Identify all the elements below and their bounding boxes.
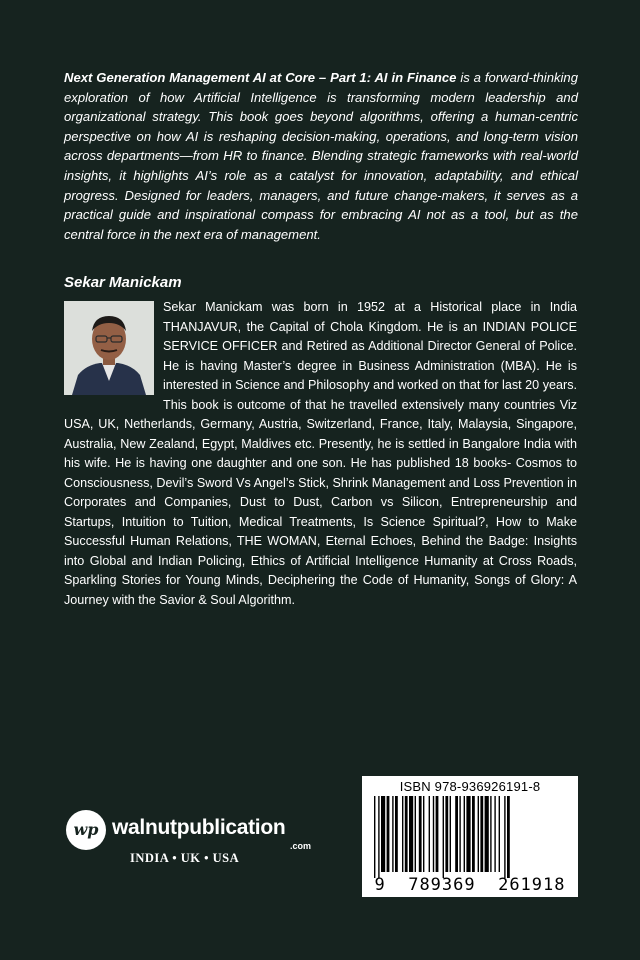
barcode-bar [507,796,510,878]
barcode-bar [490,796,491,872]
isbn-barcode [362,776,578,897]
barcode-bar [405,796,408,872]
barcode-bars [370,796,570,878]
barcode-bar [480,796,483,872]
barcode-bar [499,796,500,872]
barcode-bar [387,796,390,872]
publisher-domain: .com [290,841,312,851]
barcode-bar [466,796,470,872]
barcode-digits: 9 789369 261918 [374,875,566,895]
book-blurb [64,68,578,244]
barcode-bar [436,796,439,872]
isbn-label: ISBN 978-936926191-8 [399,779,541,794]
barcode-bar [409,796,413,872]
publisher-name: walnutpublication [112,816,286,839]
barcode-bar [464,796,465,872]
barcode-bar [472,796,475,872]
walnut-logo-icon: wp [66,810,106,850]
author-photo [64,301,154,395]
author-bio-section [64,298,577,610]
barcode-bar [433,796,434,872]
barcode-bar [381,796,385,872]
barcode-bar [395,796,398,872]
barcode-bar [459,796,460,872]
author-name: Sekar Manickam [64,274,182,291]
author-bio-text: Sekar Manickam was born in 1952 at a Historical place in India THANJAVUR, the Capital of Chola Kingdom. He is an INDIAN POLICE SERVICE OFFICER and Retired as Additional Director General of Police. He is having Master’s degree in Business Administration (MBA). He is interested in Science and Philosophy and worked on that for last 20 years. This book is outcome of that he travelled extensively many countries Viz USA, UK, Netherlands, Germany, Austria, Switzerland, France, Italy, Malaysia, Singapore, Australia, New Zealand, Egypt, Maldives etc. Presently, he is settled in Bangalore India with his wife. He is having one daughter and one son. He has published 18 books- Cosmos to Consciousness, Devil’s Sword Vs Angel’s Stick, Shrink Management and Loss Prevention in Corporates and Companies, Dust to Dust, Carbon vs Silicon, Entrepreneurship and Startups, Intuition to Tuition, Medical Treatments, Is Science Spiritual?, How to Make Successful Human Relations, THE WOMAN, Eternal Echoes, Behind the Badge: Insights into Global and Indian Policing, Ethics of Artificial Intelligence Humanity at Cross Roads, Sparkling Stories for Young Minds, Deciphering the Code of Humanity, Songs of Glory: A Journey with the Savior & Soul Algorithm. [64,300,577,607]
barcode-bar [402,796,403,872]
blurb-text: is a forward-thinking exploration of how Artificial Intelligence is transforming modern leadership and organizational strategy. This book goes beyond algorithms, offering a human-centric perspective on how AI is reshaping decision-making, operations, and long-term vision across departments—from HR to finance. Blending strategic frameworks with real-world insights, it highlights AI’s role as a catalyst for innovation, adaptability, and ethical progress. Designed for leaders, managers, and future change-makers, it serves as a practical guide and inspirational compass for embracing AI not as a tool, but as the central force in the next era of management. [64,70,578,242]
barcode-bar [429,796,430,872]
publisher-regions: INDIA • UK • USA [130,851,240,865]
barcode-bar [374,796,375,878]
barcode-bar [392,796,393,872]
publisher-logo [66,810,326,854]
book-title: Next Generation Management AI at Core – Part 1: AI in Finance [64,70,457,85]
barcode-bar [443,796,444,878]
barcode-bar [450,796,451,872]
barcode-bar [423,796,424,872]
barcode-bar [485,796,489,872]
barcode-bar [445,796,448,872]
barcode-bar [494,796,495,872]
barcode-bar [455,796,458,872]
barcode-bar [415,796,416,872]
barcode-bar [378,796,379,878]
barcode-bar [419,796,422,872]
barcode-bar [478,796,479,872]
barcode-bar [504,796,505,878]
